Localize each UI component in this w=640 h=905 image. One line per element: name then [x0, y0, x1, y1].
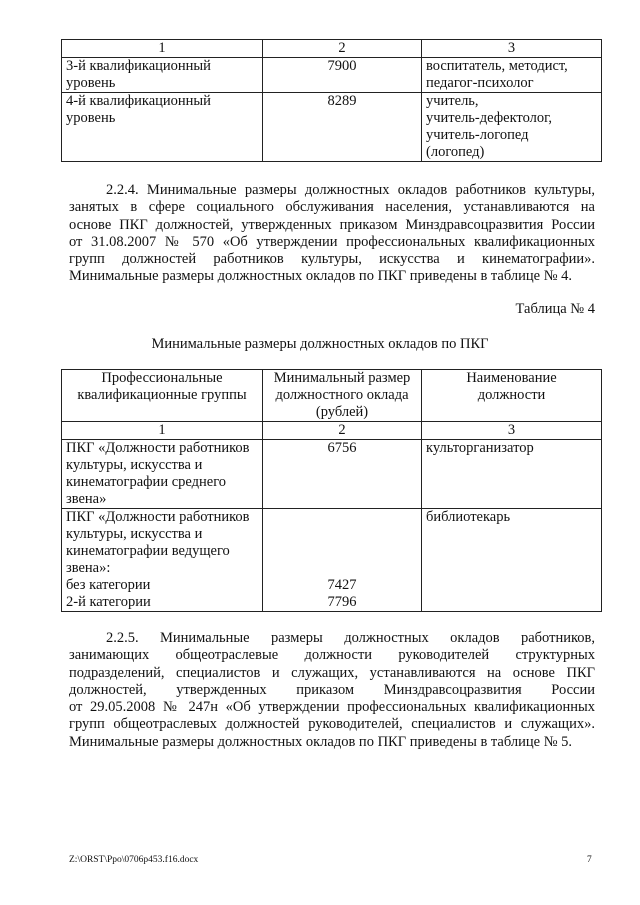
salary-cell: 7900 — [263, 58, 422, 93]
column-number-row — [62, 422, 602, 440]
sub-category-label: без категории — [66, 577, 151, 593]
paragraph-2-2-4: 2.2.4. Минимальные размеры должностных окладов работников культуры, занятых в сфере социального обслуживания населения, устанавливаются на основе ПКГ должностей, утвержденных приказом Минздравсоцразвития России от 31.08.2007 № 570 «Об утверждении профессиональных квалификационных групп должностей работников культуры, искусства и кинематографии». Минимальные размеры должностных окладов по ПКГ приведены в таблице № 4. — [69, 182, 595, 285]
table-4-title: Минимальные размеры должностных окладов по ПКГ — [151, 336, 489, 352]
salary-cell: 6756 — [263, 440, 422, 509]
header-cell: Наименование должности — [422, 370, 602, 422]
sub-category-salary: 7796 — [327, 594, 357, 610]
paragraph-2-2-5: 2.2.5. Минимальные размеры должностных окладов работников, занимающих общеотраслевые должности руководителей структурных подразделений, специалистов и служащих, устанавливаются на основе ПКГ должностей, утвержденных приказом Минздравсоцразвития России от 29.05.2008 № 247н «Об утверждении профессиональных квалификационных групп общеотраслевых должностей руководителей, специалистов и служащих». Минимальные размеры должностных окладов по ПКГ приведены в таблице № 5. — [69, 630, 595, 750]
col-number: 2 — [263, 422, 422, 440]
header-cell: Профессиональные квалификационные группы — [62, 370, 263, 422]
table-4-label: Таблица № 4 — [515, 301, 595, 317]
table-header-row — [62, 370, 602, 422]
sub-category-salary: 7427 — [327, 577, 357, 593]
table-3-continuation — [61, 39, 602, 162]
positions-cell: учитель, учитель-дефектолог, учитель-логопед (логопед) — [422, 93, 602, 162]
table-row — [62, 440, 602, 509]
group-cell: ПКГ «Должности работников культуры, искусства и кинематографии среднего звена» — [62, 440, 263, 509]
salary-cell: 8289 — [263, 93, 422, 162]
page-number: 7 — [587, 855, 592, 865]
group-cell: 4-й квалификационный уровень — [62, 93, 263, 162]
col-number: 2 — [263, 40, 422, 58]
position-cell: культорганизатор — [422, 440, 602, 509]
table-row — [62, 93, 602, 162]
table-header-row — [62, 40, 602, 58]
col-number: 3 — [422, 40, 602, 58]
col-number: 3 — [422, 422, 602, 440]
group-cell: ПКГ «Должности работников культуры, искусства и кинематографии ведущего звена»: без категории 2-й категории — [62, 509, 263, 612]
table-row — [62, 58, 602, 93]
positions-cell: воспитатель, методист, педагог-психолог — [422, 58, 602, 93]
group-cell: 3-й квалификационный уровень — [62, 58, 263, 93]
sub-category-label: 2-й категории — [66, 594, 151, 610]
col-number: 1 — [62, 40, 263, 58]
salary-cell — [263, 509, 422, 612]
table-4 — [61, 369, 602, 612]
position-cell: библиотекарь — [422, 509, 602, 612]
col-number: 1 — [62, 422, 263, 440]
table-row — [62, 509, 602, 612]
header-cell: Минимальный размер должностного оклада (рублей) — [263, 370, 422, 422]
footer-file-path: Z:\ORST\Ppo\0706p453.f16.docx — [69, 855, 199, 865]
